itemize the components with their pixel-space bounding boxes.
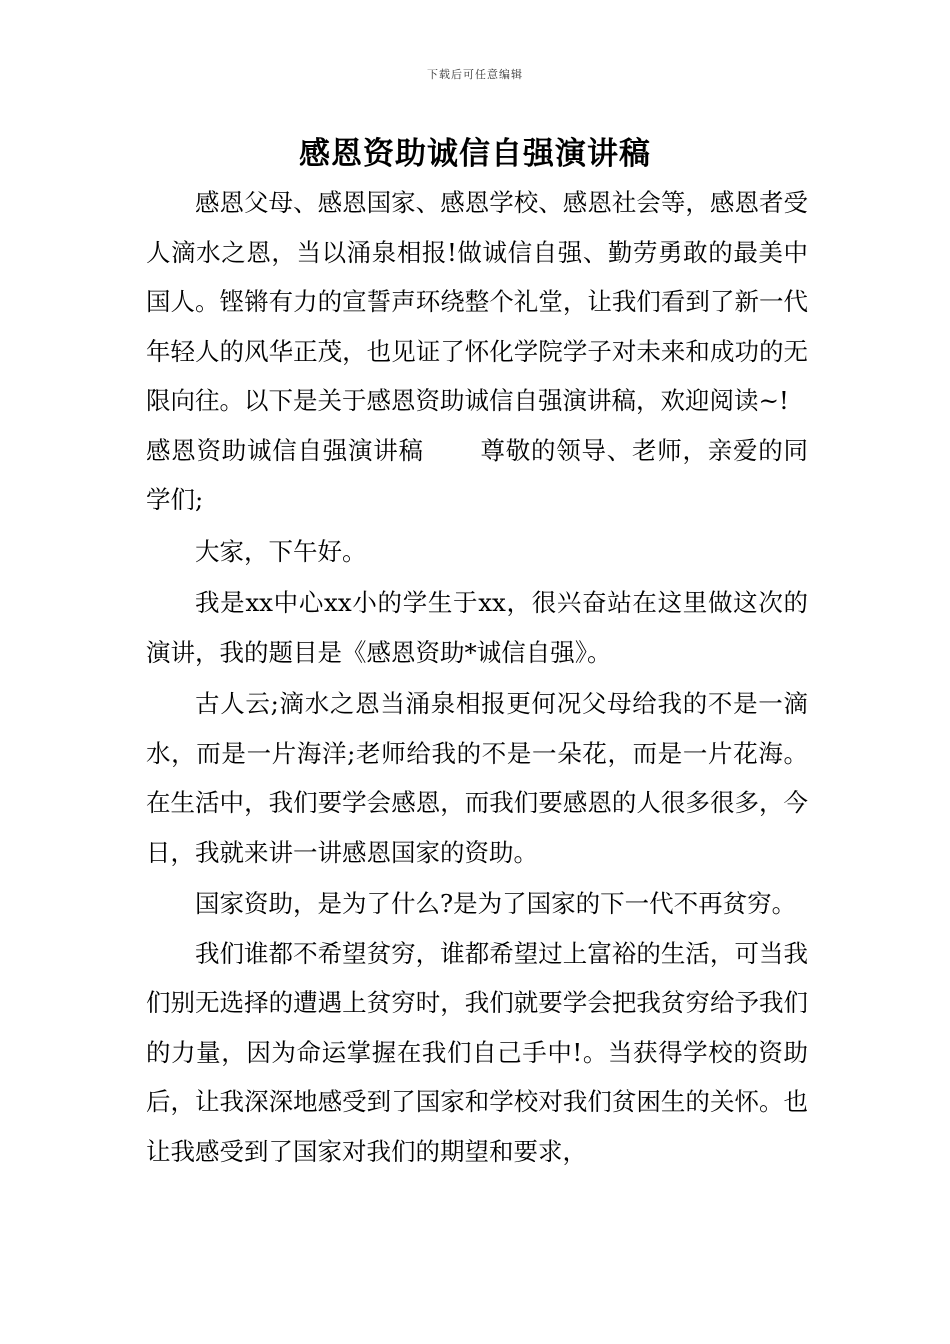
greeting-paragraph: 大家，下午好。: [195, 536, 367, 566]
section-heading: 感恩资助诚信自强演讲稿: [146, 435, 424, 465]
body-paragraph-1: 我是xx中心xx小的学生于xx，很兴奋站在这里做这次的演讲，我的题目是《感恩资助*诚信自强》。: [146, 588, 808, 667]
intro-paragraph: 感恩父母、感恩国家、感恩学校、感恩社会等，感恩者受人滴水之恩，当以涌泉相报!做诚信自强、勤劳勇敢的最美中国人。铿锵有力的宣誓声环绕整个礼堂，让我们看到了新一代年轻人的风华正茂，也见证了怀化学院学子对未来和成功的无限向往。以下是关于感恩资助诚信自强演讲稿，欢迎阅读~!: [146, 188, 808, 415]
body-paragraph-2: 古人云;滴水之恩当涌泉相报更何况父母给我的不是一滴水，而是一片海洋;老师给我的不是一朵花，而是一片花海。在生活中，我们要学会感恩，而我们要感恩的人很多很多，今日，我就来讲一讲感恩国家的资助。: [146, 689, 808, 867]
body-paragraph-3: 国家资助，是为了什么?是为了国家的下一代不再贫穷。: [195, 889, 797, 918]
page-header-note: 下载后可任意编辑: [427, 68, 523, 81]
section-heading-line: [146, 426, 808, 525]
document-title: 感恩资助诚信自强演讲稿: [299, 136, 651, 172]
body-paragraph-4: 我们谁都不希望贫穷，谁都希望过上富裕的生活，可当我们别无选择的遭遇上贫穷时，我们就要学会把我贫穷给予我们的力量，因为命运掌握在我们自己手中!。当获得学校的资助后，让我深深地感受到了国家和学校对我们贫困生的关怀。也让我感受到了国家对我们的期望和要求，: [146, 938, 808, 1166]
salutation: 尊敬的领导、老师，亲爱的同学们;: [146, 435, 808, 514]
document-body: [146, 178, 808, 1176]
